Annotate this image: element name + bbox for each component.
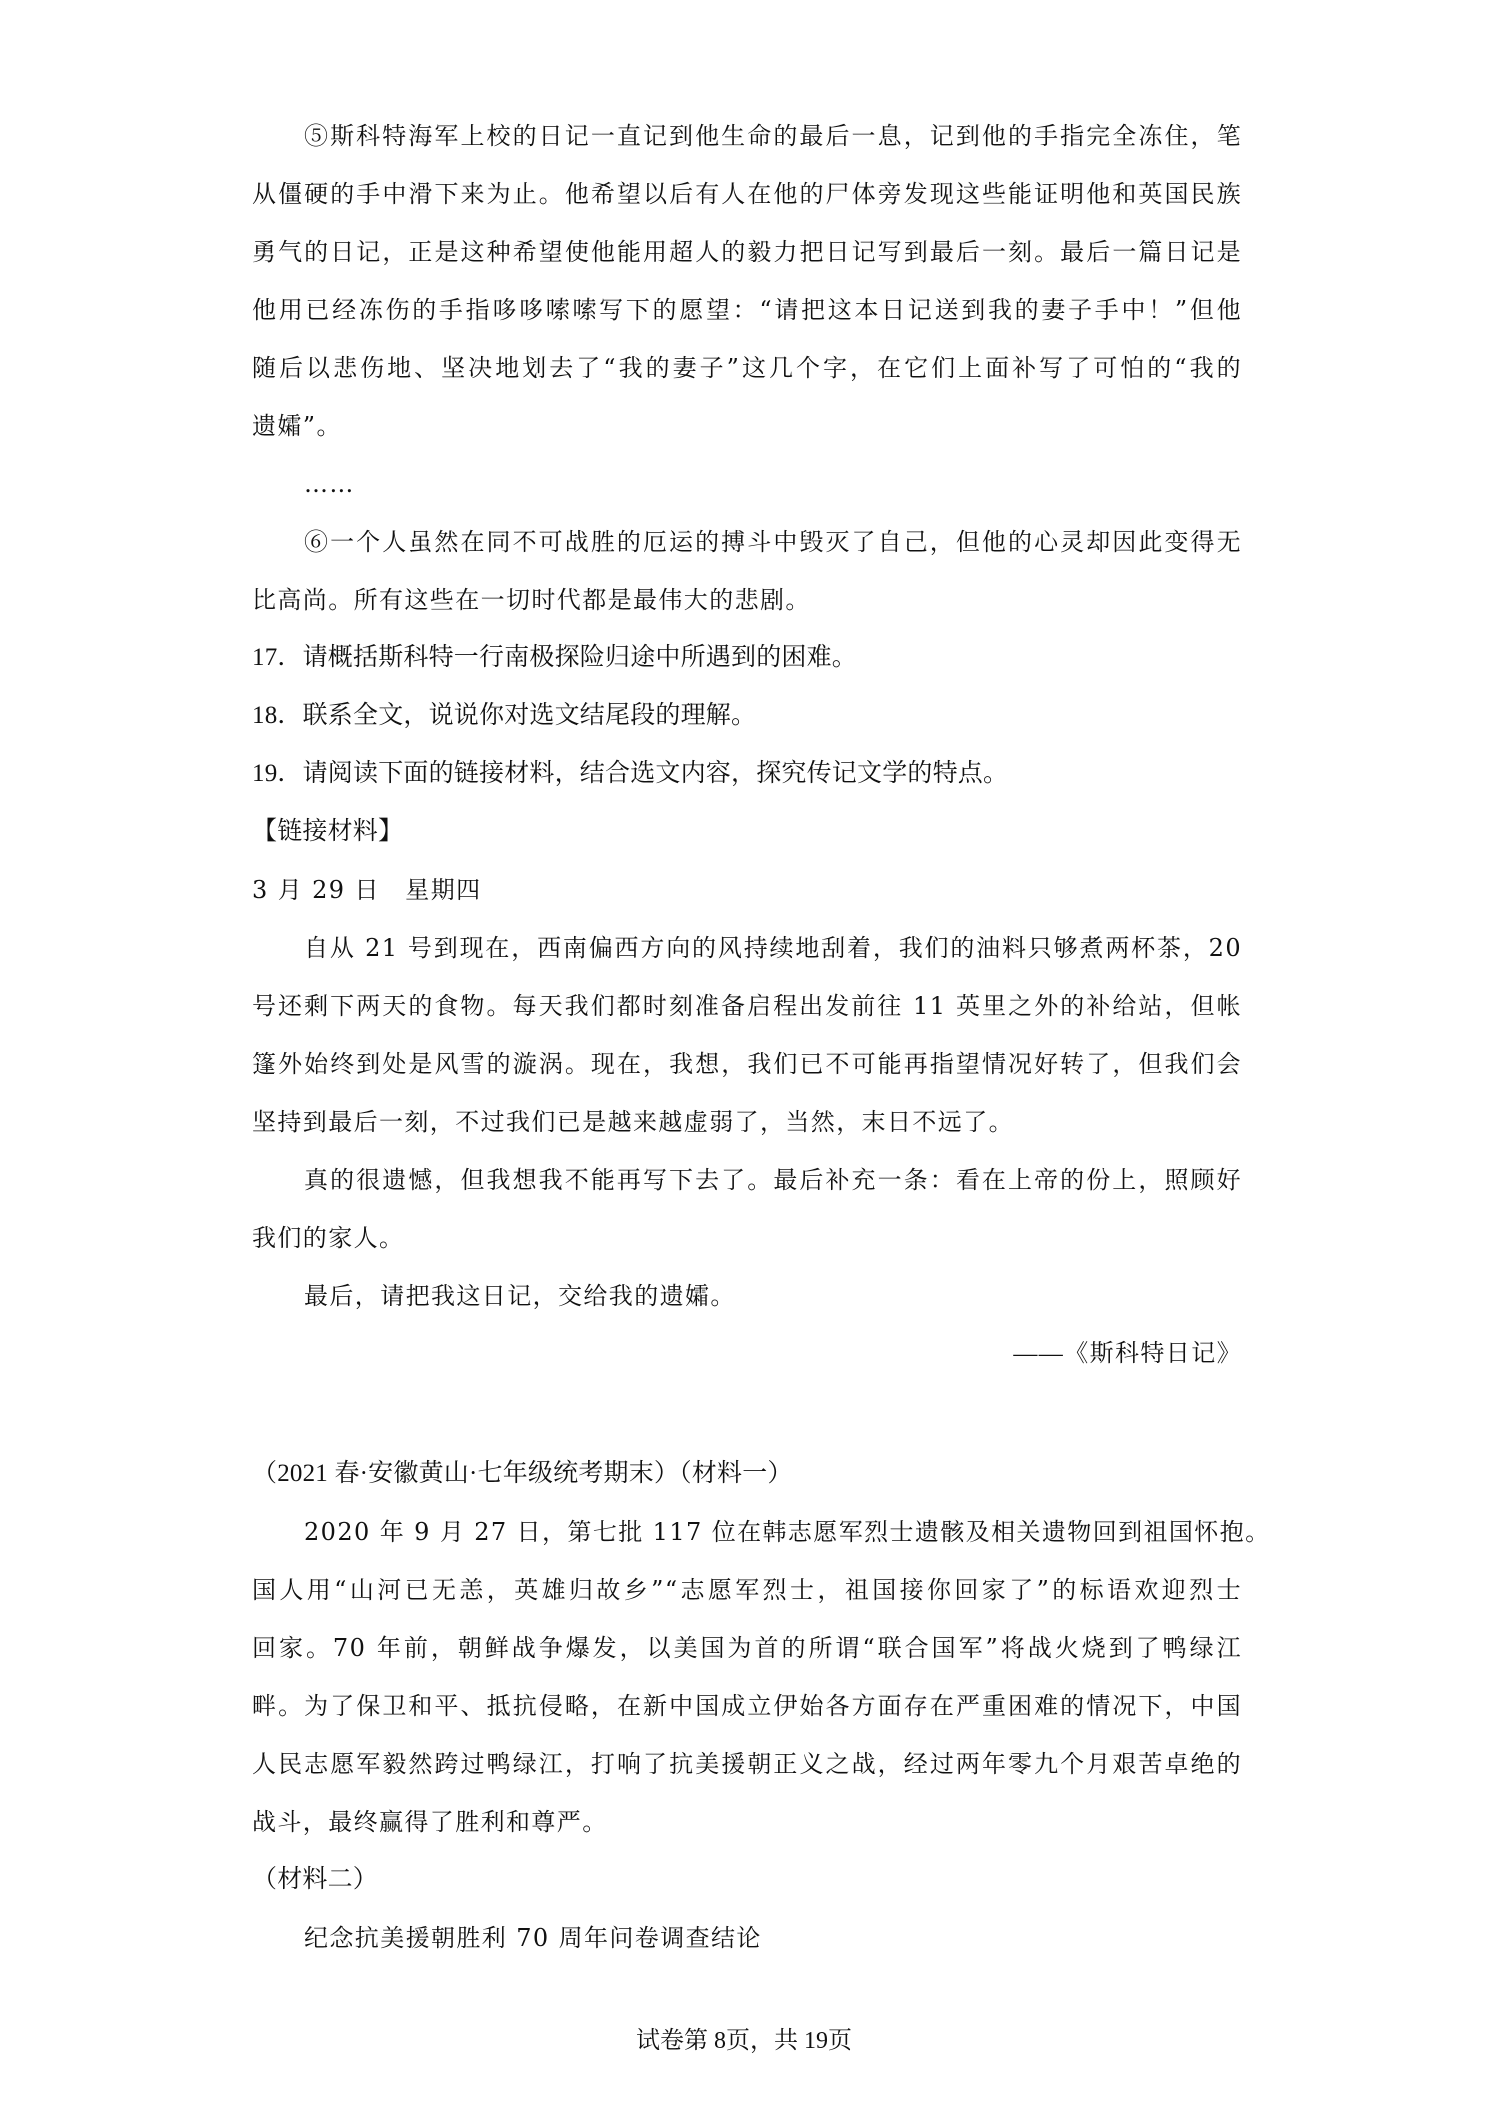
material1-line-4: 畔。为了保卫和平、抵抗侵略，在新中国成立伊始各方面存在严重困难的情况下，中国 [252,1692,1242,1720]
material2-label: （材料二） [252,1866,379,1893]
para5-line-1: ⑤斯科特海军上校的日记一直记到他生命的最后一息，记到他的手指完全冻住，笔 [304,122,1242,150]
survey-title: 纪念抗美援朝胜利 70 周年问卷调查结论 [304,1924,762,1952]
question-18: 18．联系全文，说说你对选文结尾段的理解。 [252,702,757,729]
para5-line-4: 他用已经冻伤的手指哆哆嗦嗦写下的愿望：“请把这本日记送到我的妻子手中！”但他 [252,296,1242,324]
para5-line-2: 从僵硬的手中滑下来为止。他希望以后有人在他的尸体旁发现这些能证明他和英国民族 [252,180,1242,208]
material1-line-5: 人民志愿军毅然跨过鸭绿江，打响了抗美援朝正义之战，经过两年零九个月艰苦卓绝的 [252,1750,1242,1778]
para5-line-5: 随后以悲伤地、坚决地划去了“我的妻子”这几个字，在它们上面补写了可怕的“我的 [252,354,1242,382]
diary-para1-line-4: 坚持到最后一刻，不过我们已是越来越虚弱了，当然，末日不远了。 [252,1108,1014,1136]
material1-line-6: 战斗，最终赢得了胜利和尊严。 [252,1808,608,1836]
material1-line-1: 2020 年 9 月 27 日，第七批 117 位在韩志愿军烈士遗骸及相关遗物回到祖国怀抱。 [304,1518,1271,1546]
diary-para1-line-3: 篷外始终到处是风雪的漩涡。现在，我想，我们已不可能再指望情况好转了，但我们会 [252,1050,1242,1078]
para6-line-1: ⑥一个人虽然在同不可战胜的厄运的搏斗中毁灭了自己，但他的心灵却因此变得无 [304,528,1242,556]
material1-line-3: 回家。70 年前，朝鲜战争爆发，以美国为首的所谓“联合国军”将战火烧到了鸭绿江 [252,1634,1242,1662]
diary-date: 3 月 29 日 星期四 [252,876,482,904]
diary-source: ——《斯科特日记》 [1013,1341,1242,1367]
diary-para1-line-2: 号还剩下两天的食物。每天我们都时刻准备启程出发前往 11 英里之外的补给站，但帐 [252,992,1242,1020]
next-question-header: （2021 春·安徽黄山·七年级统考期末）（材料一） [252,1460,793,1487]
para5-line-6: 遗孀”。 [252,412,342,440]
link-material-heading: 【链接材料】 [252,818,404,845]
diary-para3: 最后，请把我这日记，交给我的遗孀。 [304,1282,736,1310]
diary-para2-line-1: 真的很遗憾，但我想我不能再写下去了。最后补充一条：看在上帝的份上，照顾好 [304,1166,1242,1194]
para5-line-3: 勇气的日记，正是这种希望使他能用超人的毅力把日记写到最后一刻。最后一篇日记是 [252,238,1242,266]
para6-line-2: 比高尚。所有这些在一切时代都是最伟大的悲剧。 [252,586,811,614]
diary-para1-line-1: 自从 21 号到现在，西南偏西方向的风持续地刮着，我们的油料只够煮两杯茶，20 [304,934,1242,962]
question-19: 19．请阅读下面的链接材料，结合选文内容，探究传记文学的特点。 [252,760,1009,787]
diary-para2-line-2: 我们的家人。 [252,1224,405,1252]
page-footer: 试卷第 8页，共 19页 [636,2028,852,2054]
material1-line-2: 国人用“山河已无恙，英雄归故乡”“志愿军烈士，祖国接你回家了”的标语欢迎烈士 [252,1576,1242,1604]
question-17: 17．请概括斯科特一行南极探险归途中所遇到的困难。 [252,644,858,671]
ellipsis: …… [304,470,355,498]
